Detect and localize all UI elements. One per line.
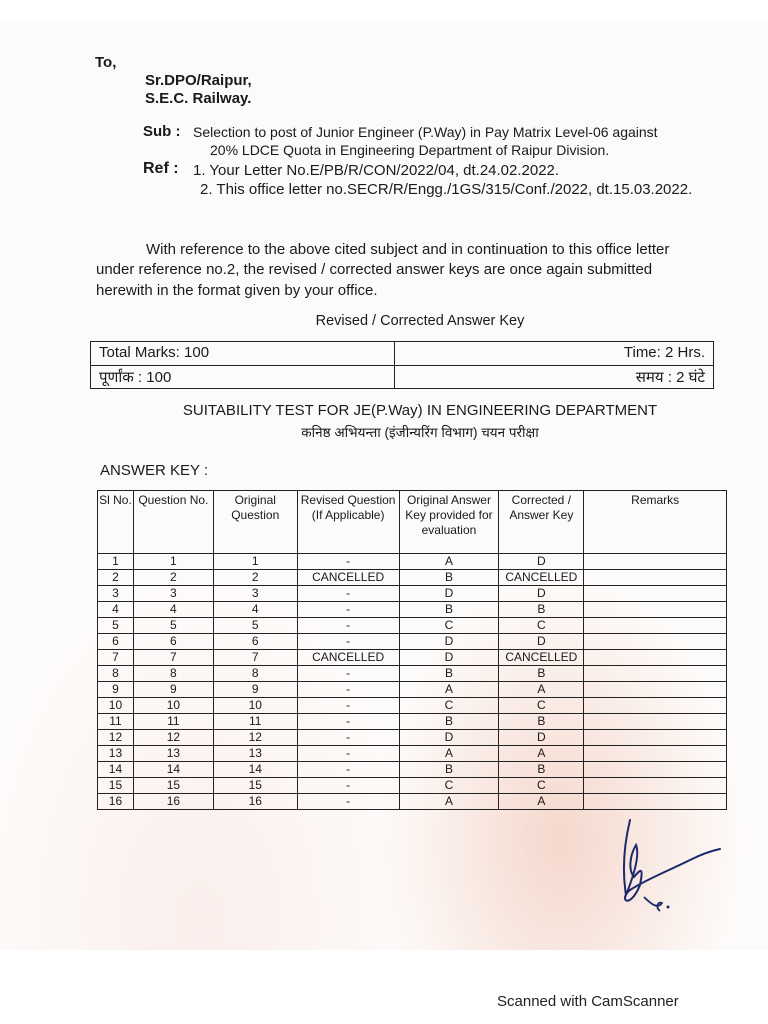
marks-row-english [91, 342, 713, 366]
cell-revised-question: - [297, 714, 399, 730]
cell-original-answer-key: C [399, 618, 499, 634]
cell-revised-question: - [297, 778, 399, 794]
cell-revised-question: - [297, 618, 399, 634]
cell-remarks [584, 730, 727, 746]
cell-question-no: 1 [133, 554, 213, 570]
cell-question-no: 5 [133, 618, 213, 634]
cell-remarks [584, 698, 727, 714]
time-en: Time: 2 Hrs. [623, 344, 705, 361]
cell-sl-no: 7 [98, 650, 134, 666]
header-revised-question: Revised Question (If Applicable) [297, 491, 399, 554]
address-line-1: Sr.DPO/Raipur, [145, 72, 252, 89]
cell-original-question: 5 [213, 618, 297, 634]
cell-original-answer-key: C [399, 698, 499, 714]
cell-revised-question: - [297, 698, 399, 714]
table-row [98, 778, 727, 794]
cell-question-no: 14 [133, 762, 213, 778]
test-title-hindi: कनिष्ठ अभियन्ता (इंजीन्यरिंग विभाग) चयन परीक्षा [301, 425, 539, 440]
reference-label: Ref : [143, 160, 179, 177]
cell-original-answer-key: D [399, 634, 499, 650]
paragraph-line-2: under reference no.2, the revised / corrected answer keys are once again submitted [96, 261, 653, 278]
header-original-answer-key: Original Answer Key provided for evaluation [399, 491, 499, 554]
cell-corrected-answer-key: B [499, 666, 584, 682]
cell-corrected-answer-key: CANCELLED [499, 570, 584, 586]
cell-revised-question: - [297, 682, 399, 698]
table-row [98, 794, 727, 810]
cell-corrected-answer-key: C [499, 778, 584, 794]
cell-revised-question: - [297, 730, 399, 746]
salutation: To, [95, 54, 117, 71]
table-row [98, 602, 727, 618]
cell-corrected-answer-key: D [499, 730, 584, 746]
cell-question-no: 3 [133, 586, 213, 602]
cell-original-question: 16 [213, 794, 297, 810]
cell-sl-no: 9 [98, 682, 134, 698]
cell-sl-no: 10 [98, 698, 134, 714]
cell-original-answer-key: C [399, 778, 499, 794]
table-row [98, 762, 727, 778]
cell-original-question: 12 [213, 730, 297, 746]
cell-original-question: 9 [213, 682, 297, 698]
cell-revised-question: CANCELLED [297, 650, 399, 666]
header-original-question: Original Question [213, 491, 297, 554]
total-marks-en: Total Marks: 100 [99, 344, 210, 361]
cell-original-question: 11 [213, 714, 297, 730]
header-sl-no: Sl No. [98, 491, 134, 554]
answer-key-label: ANSWER KEY : [100, 462, 209, 479]
cell-sl-no: 1 [98, 554, 134, 570]
table-row [98, 634, 727, 650]
cell-original-question: 7 [213, 650, 297, 666]
cell-original-answer-key: A [399, 794, 499, 810]
cell-original-answer-key: B [399, 714, 499, 730]
cell-remarks [584, 554, 727, 570]
cell-original-answer-key: D [399, 586, 499, 602]
cell-original-question: 13 [213, 746, 297, 762]
table-row [98, 554, 727, 570]
cell-revised-question: - [297, 634, 399, 650]
cell-remarks [584, 682, 727, 698]
cell-corrected-answer-key: C [499, 618, 584, 634]
cell-original-answer-key: D [399, 730, 499, 746]
cell-revised-question: - [297, 554, 399, 570]
cell-original-question: 4 [213, 602, 297, 618]
header-corrected-answer-key: Corrected / Answer Key [499, 491, 584, 554]
cell-question-no: 13 [133, 746, 213, 762]
cell-original-question: 6 [213, 634, 297, 650]
subject-line-2: 20% LDCE Quota in Engineering Department of Raipur Division. [210, 142, 610, 158]
header-question-no: Question No. [133, 491, 213, 554]
cell-remarks [584, 778, 727, 794]
cell-sl-no: 6 [98, 634, 134, 650]
answer-key-table-body [98, 554, 727, 810]
cell-corrected-answer-key: A [499, 746, 584, 762]
cell-question-no: 16 [133, 794, 213, 810]
cell-remarks [584, 634, 727, 650]
cell-sl-no: 3 [98, 586, 134, 602]
table-row [98, 570, 727, 586]
cell-original-question: 15 [213, 778, 297, 794]
cell-question-no: 15 [133, 778, 213, 794]
cell-question-no: 4 [133, 602, 213, 618]
answer-key-heading: Revised / Corrected Answer Key [315, 313, 525, 329]
cell-remarks [584, 762, 727, 778]
cell-revised-question: - [297, 762, 399, 778]
cell-original-answer-key: A [399, 554, 499, 570]
address-line-2: S.E.C. Railway. [145, 90, 252, 107]
cell-original-question: 1 [213, 554, 297, 570]
table-header-row [98, 491, 727, 554]
camscanner-watermark: Scanned with CamScanner [497, 993, 679, 1010]
cell-remarks [584, 602, 727, 618]
cell-question-no: 2 [133, 570, 213, 586]
cell-sl-no: 16 [98, 794, 134, 810]
cell-sl-no: 11 [98, 714, 134, 730]
subject-label: Sub : [143, 123, 181, 140]
answer-key-table [97, 490, 727, 810]
marks-box-divider [394, 342, 395, 388]
cell-corrected-answer-key: B [499, 762, 584, 778]
cell-original-answer-key: B [399, 762, 499, 778]
cell-revised-question: - [297, 602, 399, 618]
cell-remarks [584, 650, 727, 666]
paragraph-line-1: With reference to the above cited subject and in continuation to this office letter [146, 241, 670, 258]
cell-revised-question: - [297, 666, 399, 682]
cell-corrected-answer-key: C [499, 698, 584, 714]
signature [600, 815, 730, 920]
cell-revised-question: - [297, 746, 399, 762]
cell-original-answer-key: A [399, 746, 499, 762]
table-row [98, 714, 727, 730]
cell-sl-no: 8 [98, 666, 134, 682]
cell-question-no: 10 [133, 698, 213, 714]
cell-sl-no: 5 [98, 618, 134, 634]
table-row [98, 666, 727, 682]
table-row [98, 746, 727, 762]
marks-time-box [90, 341, 714, 389]
cell-remarks [584, 666, 727, 682]
header-remarks: Remarks [584, 491, 727, 554]
paragraph-line-3: herewith in the format given by your office. [96, 282, 378, 299]
cell-question-no: 12 [133, 730, 213, 746]
cell-sl-no: 14 [98, 762, 134, 778]
reference-line-2: 2. This office letter no.SECR/R/Engg./1GS/315/Conf./2022, dt.15.03.2022. [200, 181, 693, 198]
reference-line-1: 1. Your Letter No.E/PB/R/CON/2022/04, dt.24.02.2022. [193, 162, 560, 179]
cell-question-no: 9 [133, 682, 213, 698]
test-title: SUITABILITY TEST FOR JE(P.Way) IN ENGINEERING DEPARTMENT [182, 402, 658, 419]
cell-question-no: 8 [133, 666, 213, 682]
cell-corrected-answer-key: D [499, 586, 584, 602]
cell-original-answer-key: B [399, 570, 499, 586]
cell-sl-no: 12 [98, 730, 134, 746]
cell-corrected-answer-key: A [499, 794, 584, 810]
cell-corrected-answer-key: A [499, 682, 584, 698]
cell-sl-no: 13 [98, 746, 134, 762]
marks-row-hindi [91, 365, 713, 389]
cell-sl-no: 4 [98, 602, 134, 618]
table-row [98, 650, 727, 666]
cell-corrected-answer-key: D [499, 554, 584, 570]
cell-corrected-answer-key: B [499, 714, 584, 730]
cell-original-question: 2 [213, 570, 297, 586]
cell-remarks [584, 714, 727, 730]
cell-original-question: 3 [213, 586, 297, 602]
subject-line-1: Selection to post of Junior Engineer (P.Way) in Pay Matrix Level-06 against [193, 124, 658, 140]
cell-question-no: 6 [133, 634, 213, 650]
cell-remarks [584, 570, 727, 586]
cell-revised-question: - [297, 794, 399, 810]
cell-original-question: 8 [213, 666, 297, 682]
table-row [98, 586, 727, 602]
cell-corrected-answer-key: B [499, 602, 584, 618]
cell-question-no: 7 [133, 650, 213, 666]
table-row [98, 730, 727, 746]
table-row [98, 618, 727, 634]
cell-remarks [584, 586, 727, 602]
table-row [98, 682, 727, 698]
cell-sl-no: 2 [98, 570, 134, 586]
cell-original-question: 10 [213, 698, 297, 714]
cell-original-answer-key: A [399, 682, 499, 698]
cell-original-answer-key: D [399, 650, 499, 666]
total-marks-hi: पूर्णांक : 100 [99, 369, 172, 386]
cell-corrected-answer-key: D [499, 634, 584, 650]
cell-remarks [584, 618, 727, 634]
letter-paper [0, 20, 768, 950]
cell-sl-no: 15 [98, 778, 134, 794]
cell-revised-question: - [297, 586, 399, 602]
table-row [98, 698, 727, 714]
time-hi: समय : 2 घंटे [635, 369, 705, 386]
cell-original-question: 14 [213, 762, 297, 778]
cell-corrected-answer-key: CANCELLED [499, 650, 584, 666]
cell-original-answer-key: B [399, 602, 499, 618]
cell-question-no: 11 [133, 714, 213, 730]
cell-remarks [584, 794, 727, 810]
cell-remarks [584, 746, 727, 762]
cell-original-answer-key: B [399, 666, 499, 682]
cell-revised-question: CANCELLED [297, 570, 399, 586]
